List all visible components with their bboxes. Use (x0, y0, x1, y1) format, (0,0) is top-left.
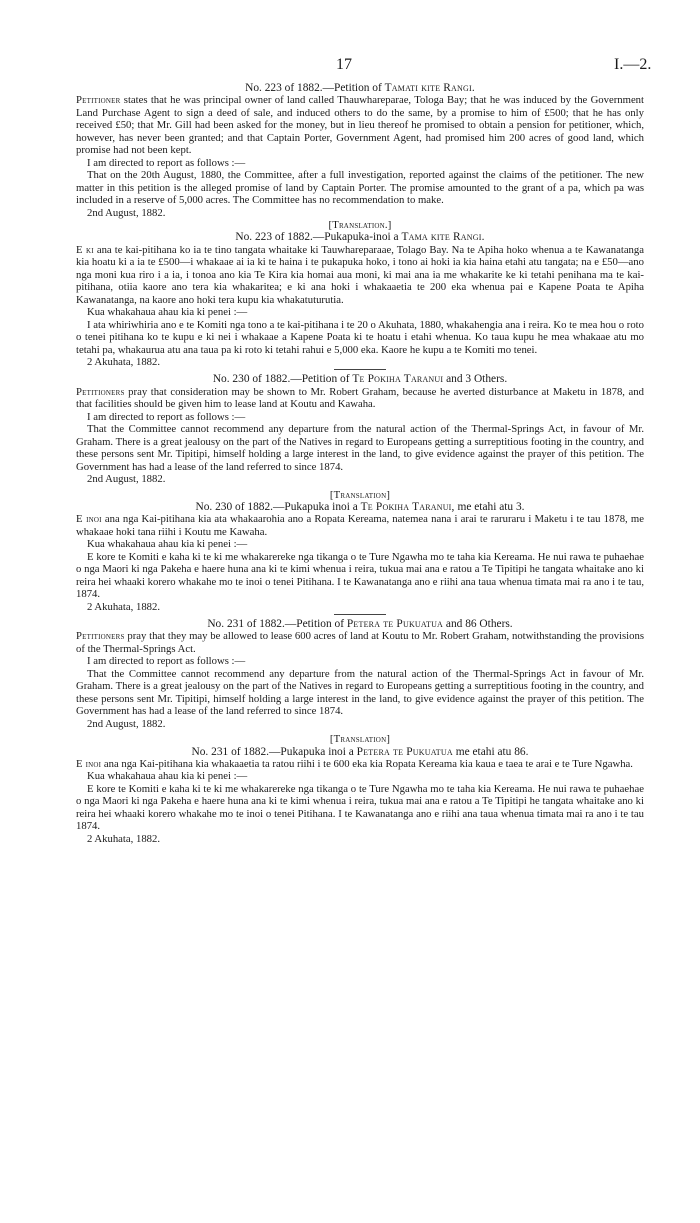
directed-line: I am directed to report as follows :— (87, 156, 246, 169)
section-heading: No. 223 of 1882.—Pukapuka-inoi a Tama kite Rangi. (235, 231, 485, 244)
report-paragraph: I ata whiriwhiria ano e te Komiti nga tono a te kai-pitihana i te 20 o Akuhata, 1880, whakahengia ana i reira. Ko te mea hou o roto o tenei pitihana ko te kupu e ki nei i whakaae a Kapene Poata ki te hoatu i etahi whenua. Ko taua kupu he mea whakaae atu mo tetahi pa, whakaurua atu ana taua pa ki roto ki tetahi rahui e 5,000 eka. Kaore he kupu a te Komiti mo tenei. (76, 318, 644, 356)
section-body: Petitioners pray that they may be allowed to lease 600 acres of land at Koutu to Mr. Robert Graham, notwithstanding the provisions of the Thermal-Springs Act. (76, 630, 644, 655)
directed-line: Kua whakahaua ahau kia ki penei :— (87, 306, 248, 319)
translation-label: [Translation] (329, 733, 391, 746)
section-heading: No. 230 of 1882.—Petition of Te Pokiha Taranui and 3 Others. (212, 373, 508, 386)
directed-line: I am directed to report as follows :— (87, 410, 246, 423)
report-paragraph: That the Committee cannot recommend any departure from the natural action of the Thermal-Springs Act, in favour of Mr. Graham. There is a great jealousy on the part of the Natives in regard to Europeans getting a surreptitious footing in the country, and these persons sent Mr. Tipitipi, himself holding a large interest in the land, to give evidence against the prayer of this petition. The Government has had a lease of the land referred to since 1874. (76, 423, 644, 473)
section-heading: No. 231 of 1882.—Pukapuka inoi a Petera te Pukuatua me etahi atu 86. (191, 745, 529, 758)
section-heading: No. 223 of 1882.—Petition of Tamati kite Rangi. (245, 82, 475, 94)
report-paragraph: E kore te Komiti e kaha ki te ki me whakarereke nga tikanga o te Ture Ngawha mo te taha kia Kereama. He nui rawa te puhaehae o nga Maori ki nga Pakeha e haere huna ana ki te kimi whenua i reira, tukua mai ana e ratou a Te Tipitipi he tangata whaitake ano ki reira hei whaaki korero whakahe mo te inoi o tenei Pitihana. I te Kawanatanga ano e riihi ana taua whenua timata mai ra ano i te tau, 1874. (76, 550, 644, 601)
page-body (76, 82, 644, 845)
section-date: 2 Akuhata, 1882. (87, 832, 161, 845)
section-body: Petitioner states that he was principal owner of land called Thauwhareparae, Tologa Bay; that he was induced by the Government Land Purchase Agent to sign a deed of sale, and induced others to do the same, by a promise to him of £500; that he has only received £50; that Mr. Gill had been asked for the money, but in lieu thereof he promised to obtain a pension for petitioner, which, however, has never been granted; and that Captain Porter, Government Agent, had promised him 200 acres of good land, which promise had not been kept. (76, 94, 644, 157)
page-number: 17 (336, 56, 352, 73)
section-date: 2 Akuhata, 1882. (87, 600, 161, 613)
translation-label: [Translation] (329, 488, 391, 501)
section-divider (334, 369, 386, 370)
section-body: E inoi ana nga Kai-pitihana kia whakaaetia ta ratou riihi i te 600 eka kia Ropata Kereama kia kaua e taea te arai e te Ture Ngawha. (76, 758, 633, 771)
page-reference: I.—2. (614, 56, 652, 73)
directed-line: Kua whakahaua ahau kia ki penei :— (87, 538, 248, 551)
section-body: E ki ana te kai-pitihana ko ia te tino tangata whaitake ki Tauwhareparaae, Tolago Bay. Na te Apiha hoko whenua a te Kawanatanga kia hoatu ki a ia te £500—i whakaae ai ia ki te haina i te pukapuka hoko, i tono ai hoki ia kia haina etahi atu tangata; na e £50—ano nga moni kua riro i a ia, i tonoa ano kia Te Kira kia homai aua moni, ki mai ana ia me whakarite ke ki tetahi penihana ma te kai-pitihana, otiia kaore ano tera kia whakaritea; e ki ana hoki i whakaaetia te 200 eka whenua pai e Kapene Poata te Apiha Kawanatanga, na kaore ano hoki tera kupu kia whakatuturutia. (76, 243, 644, 306)
section-heading: No. 231 of 1882.—Petition of Petera te Pukuatua and 86 Others. (207, 618, 513, 631)
section-date: 2nd August, 1882. (87, 473, 166, 486)
section-heading: No. 230 of 1882.—Pukapuka inoi a Te Pokiha Taranui, me etahi atu 3. (195, 500, 525, 513)
section-body: E inoi ana nga Kai-pitihana kia ata whakaarohia ano a Ropata Kereama, natemea nana i arai te raruraru i Maketu i te tau 1878, me whakaae hoki tana riihi i Koutu me Kawaha. (76, 513, 644, 538)
section-date: 2 Akuhata, 1882. (87, 355, 161, 368)
translation-label: [Translation.] (328, 218, 392, 231)
directed-line: I am directed to report as follows :— (87, 655, 246, 668)
section-date: 2nd August, 1882. (87, 717, 166, 730)
report-paragraph: E kore te Komiti e kaha ki te ki me whakarereke nga tikanga o te Ture Ngawha mo te taha kia Kereama. He nui rawa te puhaehae o nga Maori ki nga Pakeha e haere huna ana ki te kimi whenua i reira, tukua mai ana e ratou a Te Tipitipi he tangata whaitake ano ki reira hei whaaki korero whakahe mo te inoi o tenei Pitihana. I te Kawanatanga ano e riihi ana taua whenua timata mai ra ano i te tau 1874. (76, 782, 644, 833)
directed-line: Kua whakahaua ahau kia ki penei :— (87, 770, 248, 783)
section-divider (334, 614, 386, 615)
report-paragraph: That on the 20th August, 1880, the Committee, after a full investigation, reported against the claims of the petitioner. The new matter in this petition is the alleged promise of land by Captain Porter. The promise amounted to the grant of a pa, which pa was included in a reserve of 5,000 acres. The Committee has no recommendation to make. (76, 169, 644, 207)
section-date: 2nd August, 1882. (87, 206, 166, 219)
report-paragraph: That the Committee cannot recommend any departure from the natural action of the Thermal-Springs Act in favour of Mr. Graham. There is a great jealousy on the part of the Natives in regard to Europeans getting a surreptitious footing in the country, and these persons sent Mr. Tipitipi, himself holding a large interest in the land, to give evidence against the prayer of this petition. The Government has had a lease of the land referred to since 1874. (76, 667, 644, 718)
section-body: Petitioners pray that consideration may be shown to Mr. Robert Graham, because he averted disturbance at Maketu in 1878, and that facilities should be given him to lease land at Koutu and Kawaha. (76, 385, 644, 411)
